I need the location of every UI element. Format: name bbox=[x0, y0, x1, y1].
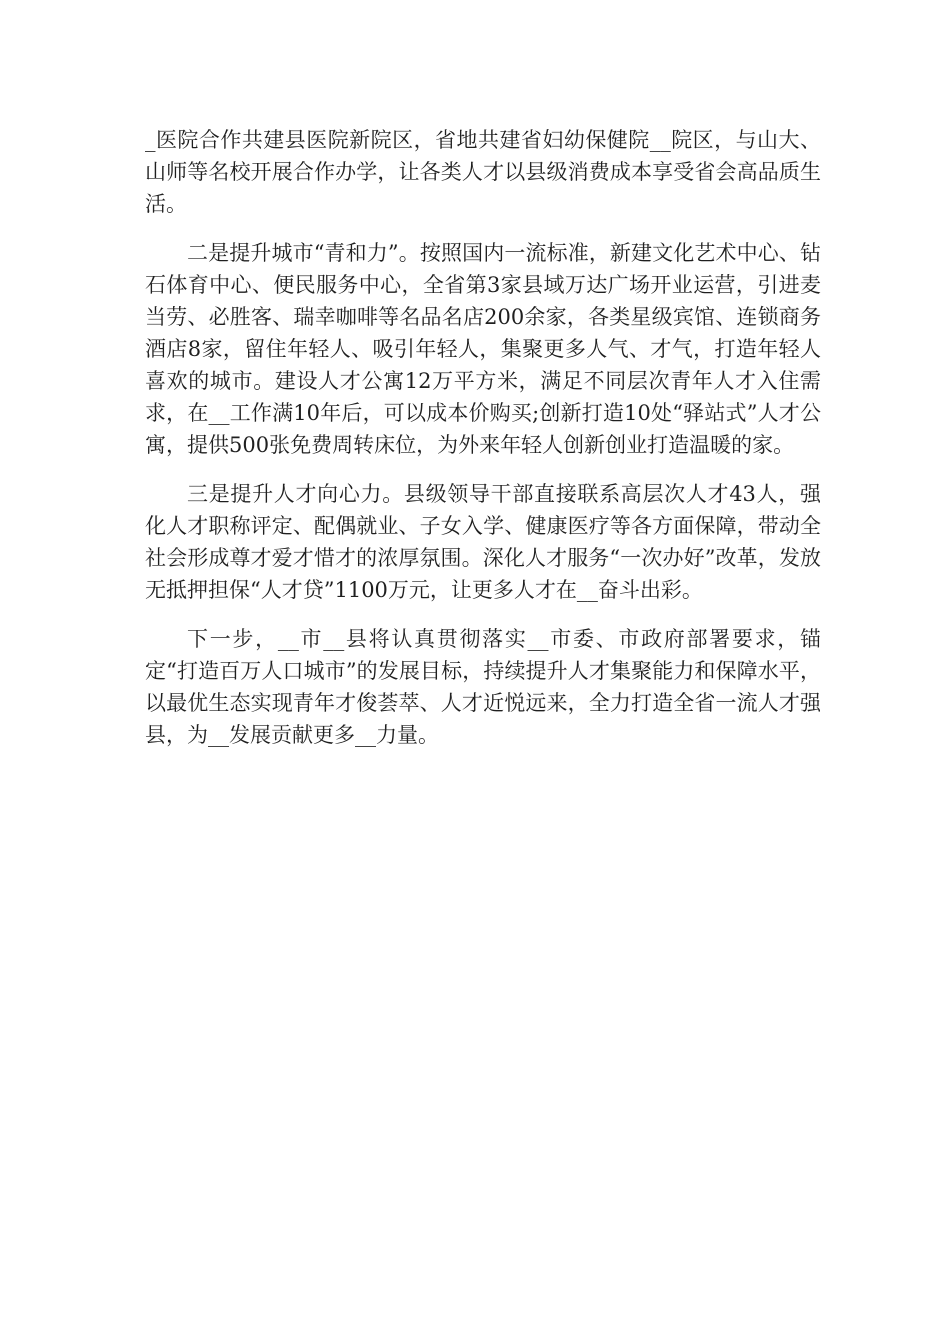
paragraph-city-appeal: 二是提升城市“青和力”。按照国内一流标准，新建文化艺术中心、钻石体育中心、便民服务中心，全省第3家县域万达广场开业运营，引进麦当劳、必胜客、瑞幸咖啡等名品名店200余家，各类星级宾馆、连锁商务酒店8家，留住年轻人、吸引年轻人，集聚更多人气、才气，打造年轻人喜欢的城市。建设人才公寓12万平方米，满足不同层次青年人才入住需求，在__工作满10年后，可以成本价购买;创新打造10处“驿站式”人才公寓，提供500张免费周转床位，为外来年轻人创新创业打造温暖的家。 bbox=[145, 241, 821, 457]
document-body bbox=[145, 124, 821, 768]
paragraph-next-steps: 下一步，__市__县将认真贯彻落实__市委、市政府部署要求，锚定“打造百万人口城市”的发展目标，持续提升人才集聚能力和保障水平，以最优生态实现青年才俊荟萃、人才近悦远来，全力打造全省一流人才强县，为__发展贡献更多__力量。 bbox=[145, 627, 821, 747]
paragraph-talent-cohesion: 三是提升人才向心力。县级领导干部直接联系高层次人才43人，强化人才职称评定、配偶就业、子女入学、健康医疗等各方面保障，带动全社会形成尊才爱才惜才的浓厚氛围。深化人才服务“一次办好”改革，发放无抵押担保“人才贷”1100万元，让更多人才在__奋斗出彩。 bbox=[145, 482, 821, 602]
paragraph-hospital-cooperation: _医院合作共建县医院新院区，省地共建省妇幼保健院__院区，与山大、山师等名校开展合作办学，让各类人才以县级消费成本享受省会高品质生活。 bbox=[145, 128, 821, 216]
